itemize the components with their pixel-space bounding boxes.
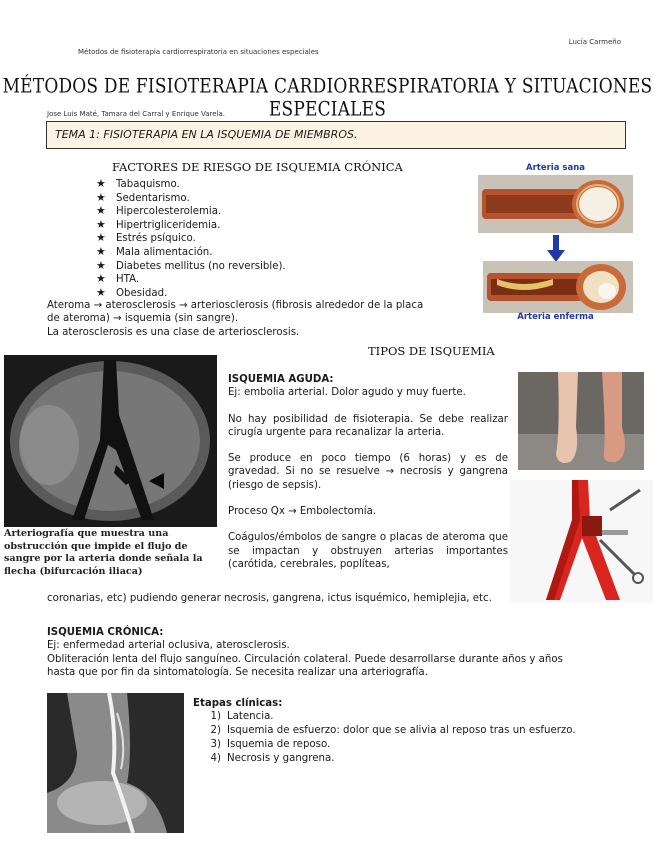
atheroma-line-2: de ateroma) → isquemia (sin sangre).: [47, 313, 239, 325]
acute-p2: No hay posibilidad de fisioterapia. Se debe realizar cirugía urgente para recanalizar la arteria.: [228, 413, 508, 438]
risk-factor-item: [96, 205, 286, 219]
clinical-stages-heading: Etapas clínicas:: [193, 698, 283, 709]
arteriography-image: [4, 355, 217, 527]
arteriography-caption: Arteriografía que muestra una obstrucción que impide el flujo de sangre por la arteria donde señala la flecha (bifurcación iliaca): [4, 528, 203, 577]
types-heading: TIPOS DE ISQUEMIA: [368, 344, 495, 358]
arrow-down-icon: [546, 235, 566, 263]
topic-banner: [46, 121, 626, 149]
healthy-artery-label: Arteria sana: [526, 163, 585, 173]
chronic-line-1: Ej: enfermedad arterial oclusiva, aterosclerosis.: [47, 640, 290, 652]
star-bullet-icon: ★: [96, 285, 106, 299]
acute-p5a: Coágulos/émbolos de sangre o placas de ateroma que se impactan y obstruyen arterias importantes (carótida, cerebrales, poplíteas,: [228, 532, 508, 570]
page-title: MÉTODOS DE FISIOTERAPIA CARDIORRESPIRATORIA Y SITUACIONES ESPECIALES: [2, 75, 653, 121]
risk-factor-item: [96, 219, 286, 233]
risk-factor-item: [96, 246, 286, 260]
acute-p1: Ej: embolia arterial. Dolor agudo y muy fuerte.: [228, 387, 466, 399]
feet-photo: [518, 372, 644, 470]
risk-factor-text: Obesidad.: [116, 287, 168, 299]
aterosclerosis-note: La aterosclerosis es una clase de arteriosclerosis.: [47, 326, 300, 338]
chronic-ischemia-heading: ISQUEMIA CRÓNICA:: [47, 627, 164, 638]
acute-p4: Proceso Qx → Embolectomía.: [228, 506, 377, 518]
acute-p3: Se produce en poco tiempo (6 horas) y es de gravedad. Si no se resuelve → necrosis y gangrena (riesgo de sepsis).: [228, 453, 508, 491]
risk-factor-item: [96, 178, 286, 192]
diseased-artery-image: [483, 261, 633, 313]
stage-text: Necrosis y gangrena.: [227, 753, 335, 765]
acute-ischemia-heading: ISQUEMIA AGUDA:: [228, 374, 334, 385]
knee-arteriography-image: [47, 693, 184, 833]
atheroma-paragraph: [47, 299, 477, 339]
clinical-stages-list: [193, 710, 633, 766]
stage-text: Isquemia de reposo.: [227, 739, 331, 751]
risk-factor-text: Mala alimentación.: [116, 246, 213, 258]
star-bullet-icon: ★: [96, 231, 106, 245]
risk-factor-text: HTA.: [116, 274, 140, 286]
clinical-stage-item: [193, 724, 633, 738]
risk-factors-list: [96, 178, 286, 300]
authors-line: Jose Luis Maté, Tamara del Carral y Enrique Varela.: [47, 110, 225, 118]
star-bullet-icon: ★: [96, 204, 106, 218]
stage-number: 3): [210, 739, 221, 751]
star-bullet-icon: ★: [96, 217, 106, 231]
risk-factor-item: [96, 260, 286, 274]
risk-factor-item: [96, 192, 286, 206]
acute-ischemia-section: [228, 373, 508, 571]
risk-factor-text: Estrés psíquico.: [116, 233, 196, 245]
chronic-line-3: hasta que por fin da sintomatología. Se necesita realizar una arteriografía.: [47, 666, 428, 678]
stage-number: 4): [210, 753, 221, 765]
acute-p5b: coronarias, etc) pudiendo generar necrosis, gangrena, ictus isquémico, hemiplejia, etc.: [47, 593, 492, 604]
star-bullet-icon: ★: [96, 272, 106, 286]
star-bullet-icon: ★: [96, 190, 106, 204]
clinical-stage-item: [193, 710, 633, 724]
star-bullet-icon: ★: [96, 258, 106, 272]
clinical-stage-item: [193, 752, 633, 766]
artery-figure: [473, 163, 638, 323]
risk-factor-text: Tabaquismo.: [116, 179, 180, 190]
risk-factor-text: Sedentarismo.: [116, 192, 190, 204]
star-bullet-icon: ★: [96, 177, 106, 190]
healthy-artery-image: [478, 175, 633, 233]
atheroma-line-1: Ateroma → aterosclerosis → arteriosclerosis (fibrosis alrededor de la placa: [47, 300, 424, 311]
author-top: Lucía Carmeño: [568, 38, 621, 46]
running-header: Métodos de fisioterapia cardiorrespiratoria en situaciones especiales: [78, 48, 319, 56]
risk-factor-text: Hipertrigliceridemia.: [116, 219, 221, 231]
embolectomy-illustration: [510, 480, 653, 603]
risk-factor-item: [96, 273, 286, 287]
chronic-line-2: Obliteración lenta del flujo sanguíneo. Circulación colateral. Puede desarrollarse durante años y años: [47, 653, 563, 665]
topic-title: TEMA 1: FISIOTERAPIA EN LA ISQUEMIA DE MIEMBROS.: [55, 128, 358, 141]
risk-factors-heading: FACTORES DE RIESGO DE ISQUEMIA CRÓNICA: [112, 160, 403, 174]
risk-factor-text: Hipercolesterolemia.: [116, 206, 222, 218]
risk-factor-text: Diabetes mellitus (no reversible).: [116, 260, 286, 272]
diseased-artery-label: Arteria enferma: [517, 312, 594, 322]
stage-number: 2): [210, 725, 221, 737]
stage-number: 1): [210, 711, 221, 723]
star-bullet-icon: ★: [96, 244, 106, 258]
clinical-stages-section: [193, 697, 633, 766]
clinical-stage-item: [193, 738, 633, 752]
risk-factor-item: [96, 232, 286, 246]
chronic-ischemia-section: [47, 626, 647, 679]
stage-text: Latencia.: [227, 711, 274, 723]
stage-text: Isquemia de esfuerzo: dolor que se alivia al reposo tras un esfuerzo.: [227, 725, 576, 737]
